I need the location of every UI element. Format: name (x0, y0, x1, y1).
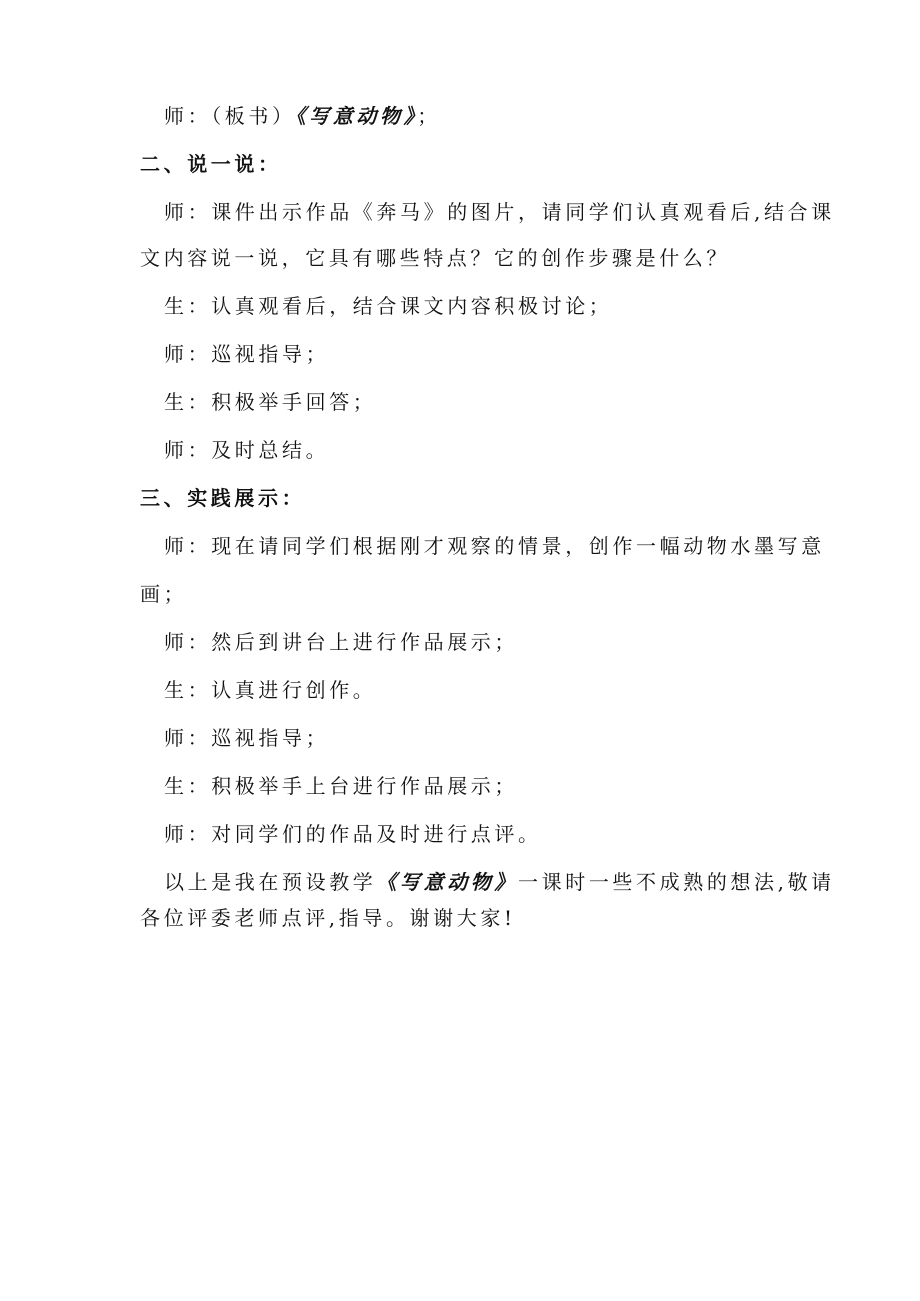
paragraph-line: 师：及时总结。 (164, 438, 330, 462)
paragraph-line: 生：认真进行创作。 (164, 678, 377, 702)
paragraph-line: 师：巡视指导； (164, 726, 330, 750)
paragraph-line: 生：积极举手回答； (164, 390, 377, 414)
lesson-title: 《写意动物》 (376, 870, 519, 894)
closing-text: 以上是我在预设教学 (164, 870, 377, 894)
closing-text: 一课时一些不成熟的想法,敬请 (518, 870, 835, 894)
paragraph-line: 师：巡视指导； (164, 342, 330, 366)
lesson-title: 《写意动物》 (295, 104, 418, 128)
closing-paragraph-line: 各位评委老师点评,指导。谢谢大家! (140, 906, 516, 930)
board-writing-line (164, 104, 441, 128)
paragraph-line: 画； (140, 582, 188, 606)
paragraph-line: 师：然后到讲台上进行作品展示； (164, 630, 518, 654)
section-heading-practice: 三、实践展示： (140, 486, 306, 510)
paragraph-line: 生：积极举手上台进行作品展示； (164, 774, 518, 798)
speaker-text: 师：（板书） (164, 104, 296, 128)
punctuation: ； (417, 104, 441, 128)
paragraph-line: 生：认真观看后，结合课文内容积极讨论； (164, 294, 613, 318)
paragraph-line: 师：对同学们的作品及时进行点评。 (164, 822, 542, 846)
closing-paragraph-line (164, 870, 835, 894)
paragraph-line: 文内容说一说，它具有哪些特点？它的创作步骤是什么？ (140, 246, 730, 270)
section-heading-discuss: 二、说一说： (140, 152, 282, 176)
paragraph-line: 师：课件出示作品《奔马》的图片，请同学们认真观看后,结合课 (164, 200, 835, 224)
paragraph-line: 师：现在请同学们根据刚才观察的情景，创作一幅动物水墨写意 (164, 534, 825, 558)
